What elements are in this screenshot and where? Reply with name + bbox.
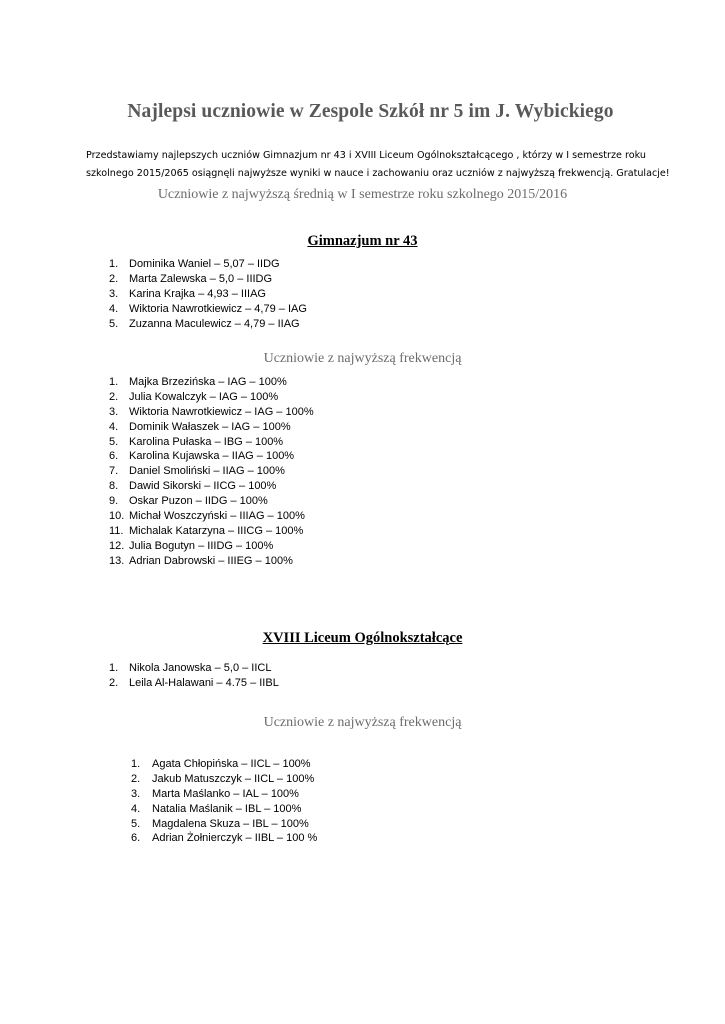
list-item-text: Magdalena Skuza – IBL – 100% (152, 817, 309, 830)
list-item (109, 509, 509, 524)
list-item (109, 405, 509, 420)
list-item (131, 787, 531, 802)
list-item-number: 3. (109, 405, 119, 418)
intro-line-2: szkolnego 2015/2065 osiągnęli najwyższe wyniki w nauce i zachowaniu oraz uczniów z najwyższą frekwencją. Gratulacje! (86, 168, 670, 179)
list-item-number: 3. (109, 287, 119, 300)
list-item (109, 464, 509, 479)
list-item-text: Dawid Sikorski – IICG – 100% (129, 480, 277, 493)
list-item-text: Majka Brzezińska – IAG – 100% (129, 376, 287, 388)
list-item-number: 4. (109, 302, 119, 315)
list-item-number: 1. (109, 258, 119, 270)
subtitle-best-average: Uczniowie z najwyższą średnią w I semestrze roku szkolnego 2015/2016 (157, 187, 568, 202)
list-item (109, 661, 509, 676)
list-item-number: 5. (109, 435, 119, 448)
list-item-text: Michalak Katarzyna – IIICG – 100% (129, 524, 304, 537)
list-item (109, 272, 509, 287)
list-item-text: Marta Zalewska – 5,0 – IIIDG (129, 272, 273, 285)
list-item-text: Michał Woszczyński – IIIAG – 100% (129, 510, 305, 523)
list-item-text: Dominik Wałaszek – IAG – 100% (129, 420, 291, 433)
list-item-text: Leila Al-Halawani – 4.75 – IIBL (129, 676, 279, 689)
gimnazjum-attendance-heading: Uczniowie z najwyższą frekwencją (263, 351, 462, 366)
list-item (109, 257, 509, 272)
list-item-number: 3. (131, 787, 141, 800)
section-heading-gimnazjum: Gimnazjum nr 43 (307, 233, 418, 249)
list-item (109, 287, 509, 302)
list-item (109, 420, 509, 435)
list-item-text: Julia Kowalczyk – IAG – 100% (129, 390, 279, 403)
list-item (131, 802, 531, 817)
list-item-text: Julia Bogutyn – IIIDG – 100% (129, 539, 274, 552)
list-item-text: Karolina Kujawska – IIAG – 100% (129, 450, 295, 463)
list-item-text: Wiktoria Nawrotkiewicz – IAG – 100% (129, 405, 314, 418)
list-item (131, 757, 531, 772)
list-item (131, 772, 531, 787)
list-item-number: 8. (109, 480, 119, 493)
list-item (109, 449, 509, 464)
list-item (109, 375, 509, 390)
list-item-text: Natalia Maślanik – IBL – 100% (152, 802, 302, 815)
list-item (109, 676, 509, 691)
document-title: Najlepsi uczniowie w Zespole Szkół nr 5 im J. Wybickiego (127, 101, 614, 122)
list-item-text: Adrian Żołnierczyk – IIBL – 100 % (152, 832, 318, 845)
list-item-text: Wiktoria Nawrotkiewicz – 4,79 – IAG (129, 302, 307, 315)
list-item-text: Agata Chłopińska – IICL – 100% (152, 758, 311, 770)
list-item-text: Zuzanna Maculewicz – 4,79 – IIAG (129, 317, 300, 330)
list-item-text: Jakub Matuszczyk – IICL – 100% (152, 772, 315, 785)
list-item-number: 1. (109, 662, 119, 674)
list-item (131, 831, 531, 846)
list-item-text: Marta Maślanko – IAL – 100% (152, 787, 299, 800)
list-item-number: 6. (131, 832, 141, 845)
list-item-text: Adrian Dabrowski – IIIEG – 100% (129, 554, 293, 567)
list-item-number: 11. (109, 524, 124, 537)
list-item (109, 390, 509, 405)
list-item-text: Nikola Janowska – 5,0 – IICL (129, 662, 272, 674)
gimnazjum-best-average-list (109, 257, 509, 331)
list-item (109, 302, 509, 317)
list-item-number: 2. (131, 772, 141, 785)
list-item-number: 5. (131, 817, 141, 830)
liceum-attendance-list (131, 757, 531, 846)
liceum-attendance-heading: Uczniowie z najwyższą frekwencją (263, 715, 462, 730)
list-item-number: 4. (131, 802, 141, 815)
list-item-number: 7. (109, 465, 119, 478)
list-item (109, 494, 509, 509)
list-item-text: Daniel Smoliński – IIAG – 100% (129, 465, 285, 478)
list-item-text: Karolina Pułaska – IBG – 100% (129, 435, 284, 448)
list-item-number: 2. (109, 676, 119, 689)
list-item (109, 524, 509, 539)
list-item-number: 1. (109, 376, 119, 388)
list-item (109, 317, 509, 332)
list-item (109, 479, 509, 494)
list-item-text: Oskar Puzon – IIDG – 100% (129, 495, 268, 508)
list-item-number: 13. (109, 554, 125, 567)
list-item-number: 2. (109, 390, 119, 403)
section-heading-liceum: XVIII Liceum Ogólnokształcące (262, 630, 463, 646)
list-item-number: 1. (131, 758, 141, 770)
list-item-number: 4. (109, 420, 119, 433)
gimnazjum-attendance-list (109, 375, 509, 569)
list-item (109, 554, 509, 569)
list-item-number: 2. (109, 272, 119, 285)
liceum-best-average-list (109, 661, 509, 691)
list-item (131, 817, 531, 832)
list-item-number: 12. (109, 539, 125, 552)
intro-line-1: Przedstawiamy najlepszych uczniów Gimnazjum nr 43 i XVIII Liceum Ogólnokształcącego , którzy w I semestrze roku (86, 150, 646, 161)
list-item-number: 6. (109, 450, 119, 463)
list-item (109, 539, 509, 554)
list-item (109, 435, 509, 450)
list-item-number: 9. (109, 495, 119, 508)
list-item-text: Karina Krajka – 4,93 – IIIAG (129, 287, 266, 300)
list-item-text: Dominika Waniel – 5,07 – IIDG (129, 258, 280, 270)
list-item-number: 5. (109, 317, 119, 330)
list-item-number: 10. (109, 510, 125, 523)
